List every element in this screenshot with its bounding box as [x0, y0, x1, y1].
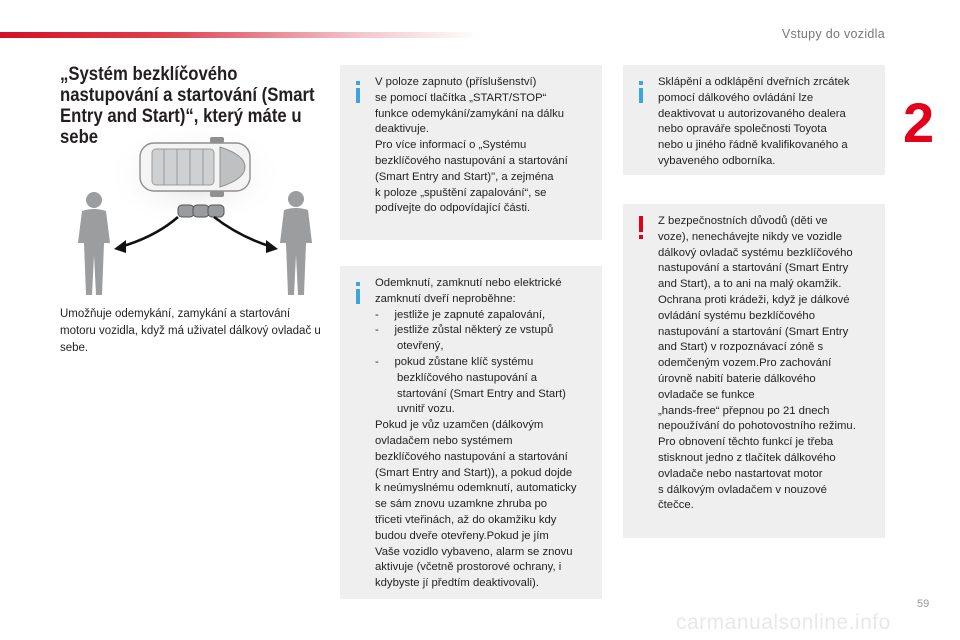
info-note-text: Odemknutí, zamknutí nebo elektrické zamknutí dveří neproběhne: - jestliže je zapnuté zapalování, - jestliže zůstal některý ze vstupů otevřený, - pokud zůstane klíč systému bezklíčového nastupování a startování (Smart Entry and Start) uvnitř vozu. Pokud je vůz uzamčen (dálkovým ovladačem nebo systémem bezklíčového nastupování a startování (Smart Entry and Start)), a pokud dojde k neúmyslnému odemknutí, automaticky se sám znovu uzamkne zhruba po třiceti vteřinách, až do okamžiku kdy budou dveře otevřeny.Pokud je jím Vaše vozidlo vybaveno, alarm se znovu aktivuje (včetně prostorové ochrany, i kdybyste jí předtím deaktivovali). [375, 277, 577, 590]
vehicle-icon [140, 137, 250, 197]
info-icon [635, 81, 647, 103]
person-left-icon [78, 192, 110, 295]
info-note-text: Sklápění a odklápění dveřních zrcátek pomocí dálkového ovládání lze deaktivovat u autorizovaného dealera nebo opraváře společnosti Toyota nebo u jiného řádně kvalifikovaného a vybaveného odborníka. [658, 76, 850, 167]
info-note-mirrors [623, 65, 885, 175]
info-note-unlock [340, 266, 602, 599]
warning-icon [635, 216, 647, 240]
info-note-text: V poloze zapnuto (příslušenství) se pomocí tlačítka „START/STOP“ funkce odemykání/zamykání na dálku deaktivuje. Pro více informací o „Systému bezklíčového nastupování a startování (Smart Entry and Start)", a zejména k poloze „spuštění zapalování“, se podívejte do odpovídající části. [375, 76, 568, 215]
watermark: carmanualsonline.info [676, 611, 891, 634]
warning-note [623, 204, 885, 538]
page-number: 59 [917, 598, 930, 610]
info-note-ignition [340, 65, 602, 240]
person-right-icon [280, 191, 312, 295]
remote-key-icon [178, 205, 224, 217]
intro-text: Umožňuje odemykání, zamykání a startování motoru vozidla, když má uživatel dálkový ovladač u sebe. [60, 308, 321, 354]
warning-note-text: Z bezpečnostních důvodů (děti ve voze), nenechávejte nikdy ve vozidle dálkový ovladač systému bezklíčového nastupování a startování (Smart Entry and Start), a to ani na malý okamžik. Ochrana proti krádeži, když je dálkové ovládání systému bezklíčového nastupování a startování (Smart Entry and Start) v rozpoznávací zóně s odemčeným vozem.Pro zachování úrovně nabití baterie dálkového ovladače se funkce „hands-free“ přepnou po 21 dnech nepoužívání do pohotovostního režimu. Pro obnovení těchto funkcí je třeba stisknout jedno z tlačítek dálkového ovladače nebo nastartovat motor s dálkovým ovladačem v nouzové čtečce. [658, 215, 856, 512]
chapter-number: 2 [903, 91, 935, 154]
header-accent-bar [0, 32, 480, 38]
info-icon [352, 282, 364, 304]
info-icon [352, 81, 364, 103]
page-title: „Systém bezklíčového nastupování a startování (Smart Entry and Start)“, který máte u sebe [60, 64, 315, 148]
section-title: Vstupy do vozidla [781, 27, 885, 41]
smart-entry-illustration [60, 125, 330, 300]
